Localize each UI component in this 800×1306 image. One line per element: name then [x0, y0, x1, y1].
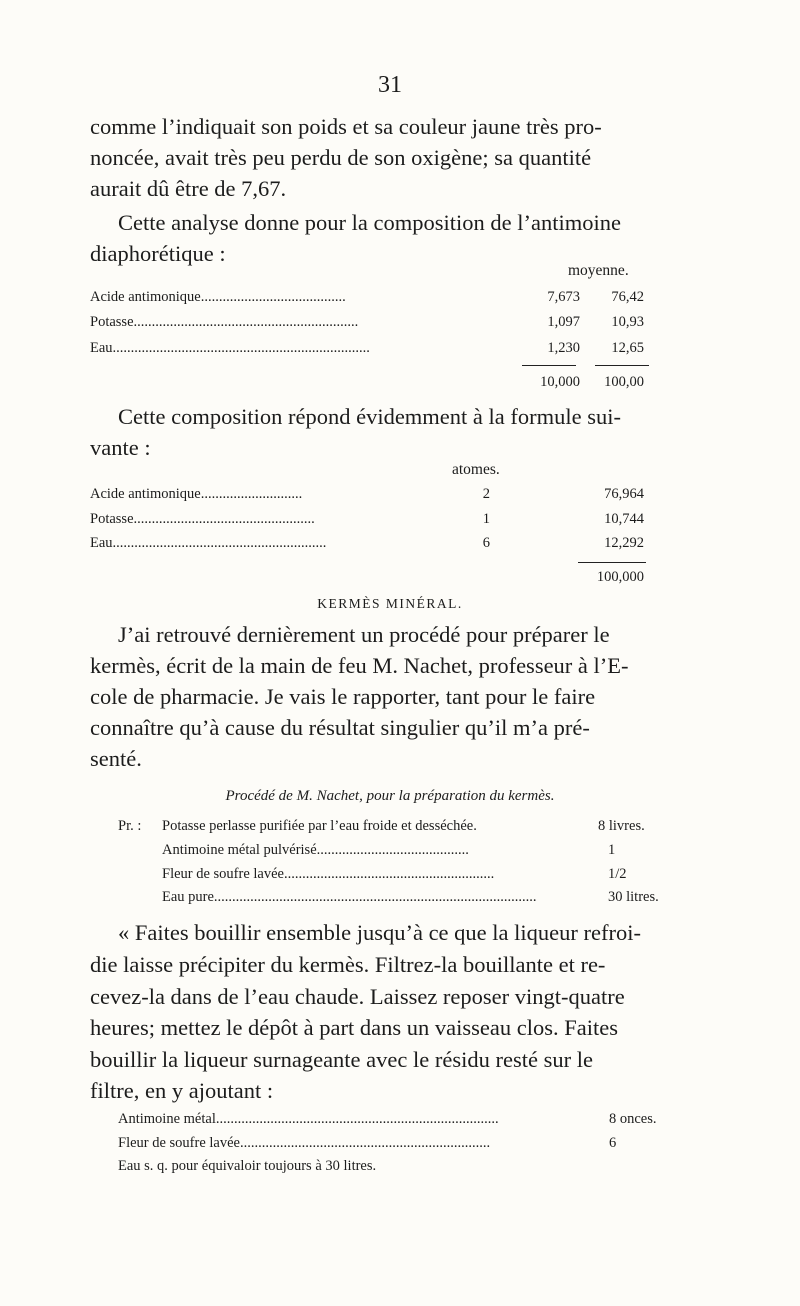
- row-label: Acide antimonique........................................: [90, 289, 346, 305]
- recipe-qty: 1: [608, 842, 616, 858]
- row-value: 7,673: [547, 289, 580, 305]
- row-label: Acide antimonique............................: [90, 486, 303, 502]
- recipe-row: [90, 889, 680, 911]
- row-value: 1: [482, 511, 490, 527]
- paragraph-line: bouillir la liqueur surnageante avec le résidu resté sur le: [90, 1047, 593, 1072]
- recipe-row: [90, 1135, 680, 1157]
- recipe-label: Antimoine métal..............................................................................: [118, 1111, 499, 1127]
- sum-rule: [578, 562, 646, 563]
- table-row: [90, 535, 680, 557]
- table-row: [90, 340, 680, 362]
- table-total-row: [90, 569, 680, 591]
- row-label: Eau...........................................................: [90, 535, 327, 551]
- total-value: 100,00: [604, 374, 644, 390]
- row-label: Eau.......................................................................: [90, 340, 370, 356]
- row-value: 12,292: [604, 535, 644, 551]
- paragraph-line: noncée, avait très peu perdu de son oxigène; sa quantité: [90, 145, 592, 170]
- recipe-qty: 1/2: [608, 866, 627, 882]
- row-value: 76,42: [611, 289, 644, 305]
- recipe-label: Antimoine métal pulvérisé..........................................: [162, 842, 469, 858]
- recipe-label: Fleur de soufre lavée..........................................................: [162, 866, 495, 882]
- row-label: Potasse..............................................................: [90, 314, 359, 330]
- row-value: 1,097: [547, 314, 580, 330]
- recipe-qty: 8 onces.: [609, 1111, 657, 1127]
- recipe-row: [90, 842, 680, 864]
- total-value: 100,000: [596, 569, 644, 585]
- recipe-label: Eau pure.........................................................................................: [162, 889, 537, 905]
- row-value: 10,744: [604, 511, 644, 527]
- recipe-row: [90, 1111, 680, 1133]
- paragraph-line: heures; mettez le dépôt à part dans un vaisseau clos. Faites: [90, 1015, 618, 1040]
- table1-header-moyenne: moyenne.: [568, 262, 629, 279]
- sum-rule: [522, 365, 576, 366]
- table-row: [90, 511, 680, 533]
- paragraph-line: die laisse précipiter du kermès. Filtrez-la bouillante et re-: [90, 952, 606, 977]
- paragraph-line: « Faites bouillir ensemble jusqu’à ce que la liqueur refroi-: [118, 920, 641, 945]
- table-total-row: [90, 374, 680, 396]
- row-value: 1,230: [547, 340, 580, 356]
- row-label: Potasse..................................................: [90, 511, 315, 527]
- recipe-qty: 30 litres.: [608, 889, 659, 905]
- paragraph-line: comme l’indiquait son poids et sa couleur jaune très pro-: [90, 114, 602, 139]
- row-value: 76,964: [604, 486, 644, 502]
- recipe-qty: 6: [609, 1135, 617, 1151]
- procedure-title: Procédé de M. Nachet, pour la préparation du kermès.: [225, 788, 555, 804]
- row-value: 2: [482, 486, 490, 502]
- paragraph-line: Cette analyse donne pour la composition de l’antimoine: [118, 210, 621, 235]
- recipe-label: Potasse perlasse purifiée par l’eau froide et desséchée.: [162, 818, 477, 834]
- total-value: 10,000: [540, 374, 580, 390]
- row-value: 10,93: [611, 314, 644, 330]
- paragraph-line: diaphorétique :: [90, 241, 226, 266]
- table-row: [90, 289, 680, 311]
- table-row: [90, 314, 680, 336]
- recipe-row: [90, 866, 680, 888]
- paragraph-line: vante :: [90, 435, 151, 460]
- paragraph-line: cevez-la dans de l’eau chaude. Laissez reposer vingt-quatre: [90, 984, 625, 1009]
- sum-rule: [595, 365, 649, 366]
- paragraph-line: connaître qu’à cause du résultat singulier qu’il m’a pré-: [90, 715, 590, 740]
- recipe-row: [90, 1158, 680, 1180]
- recipe-row: [90, 818, 680, 840]
- recipe-qty: 8 livres.: [598, 818, 645, 834]
- page-number: 31: [378, 72, 402, 98]
- paragraph-line: kermès, écrit de la main de feu M. Nachet, professeur à l’E-: [90, 653, 629, 678]
- paragraph-line: J’ai retrouvé dernièrement un procédé pour préparer le: [118, 622, 610, 647]
- row-value: 6: [482, 535, 490, 551]
- paragraph-line: Cette composition répond évidemment à la formule sui-: [118, 404, 621, 429]
- table2-header-atomes: atomes.: [452, 461, 500, 478]
- table-row: [90, 486, 680, 508]
- row-value: 12,65: [611, 340, 644, 356]
- paragraph-line: cole de pharmacie. Je vais le rapporter, tant pour le faire: [90, 684, 596, 709]
- recipe-label: Eau s. q. pour équivaloir toujours à 30 litres.: [118, 1158, 377, 1174]
- recipe-label: Fleur de soufre lavée.....................................................................: [118, 1135, 491, 1151]
- paragraph-line: aurait dû être de 7,67.: [90, 176, 287, 201]
- section-title: KERMÈS MINÉRAL.: [317, 596, 463, 611]
- paragraph-line: filtre, en y ajoutant :: [90, 1078, 274, 1103]
- recipe-prefix: Pr. :: [118, 818, 142, 834]
- paragraph-line: senté.: [90, 746, 142, 771]
